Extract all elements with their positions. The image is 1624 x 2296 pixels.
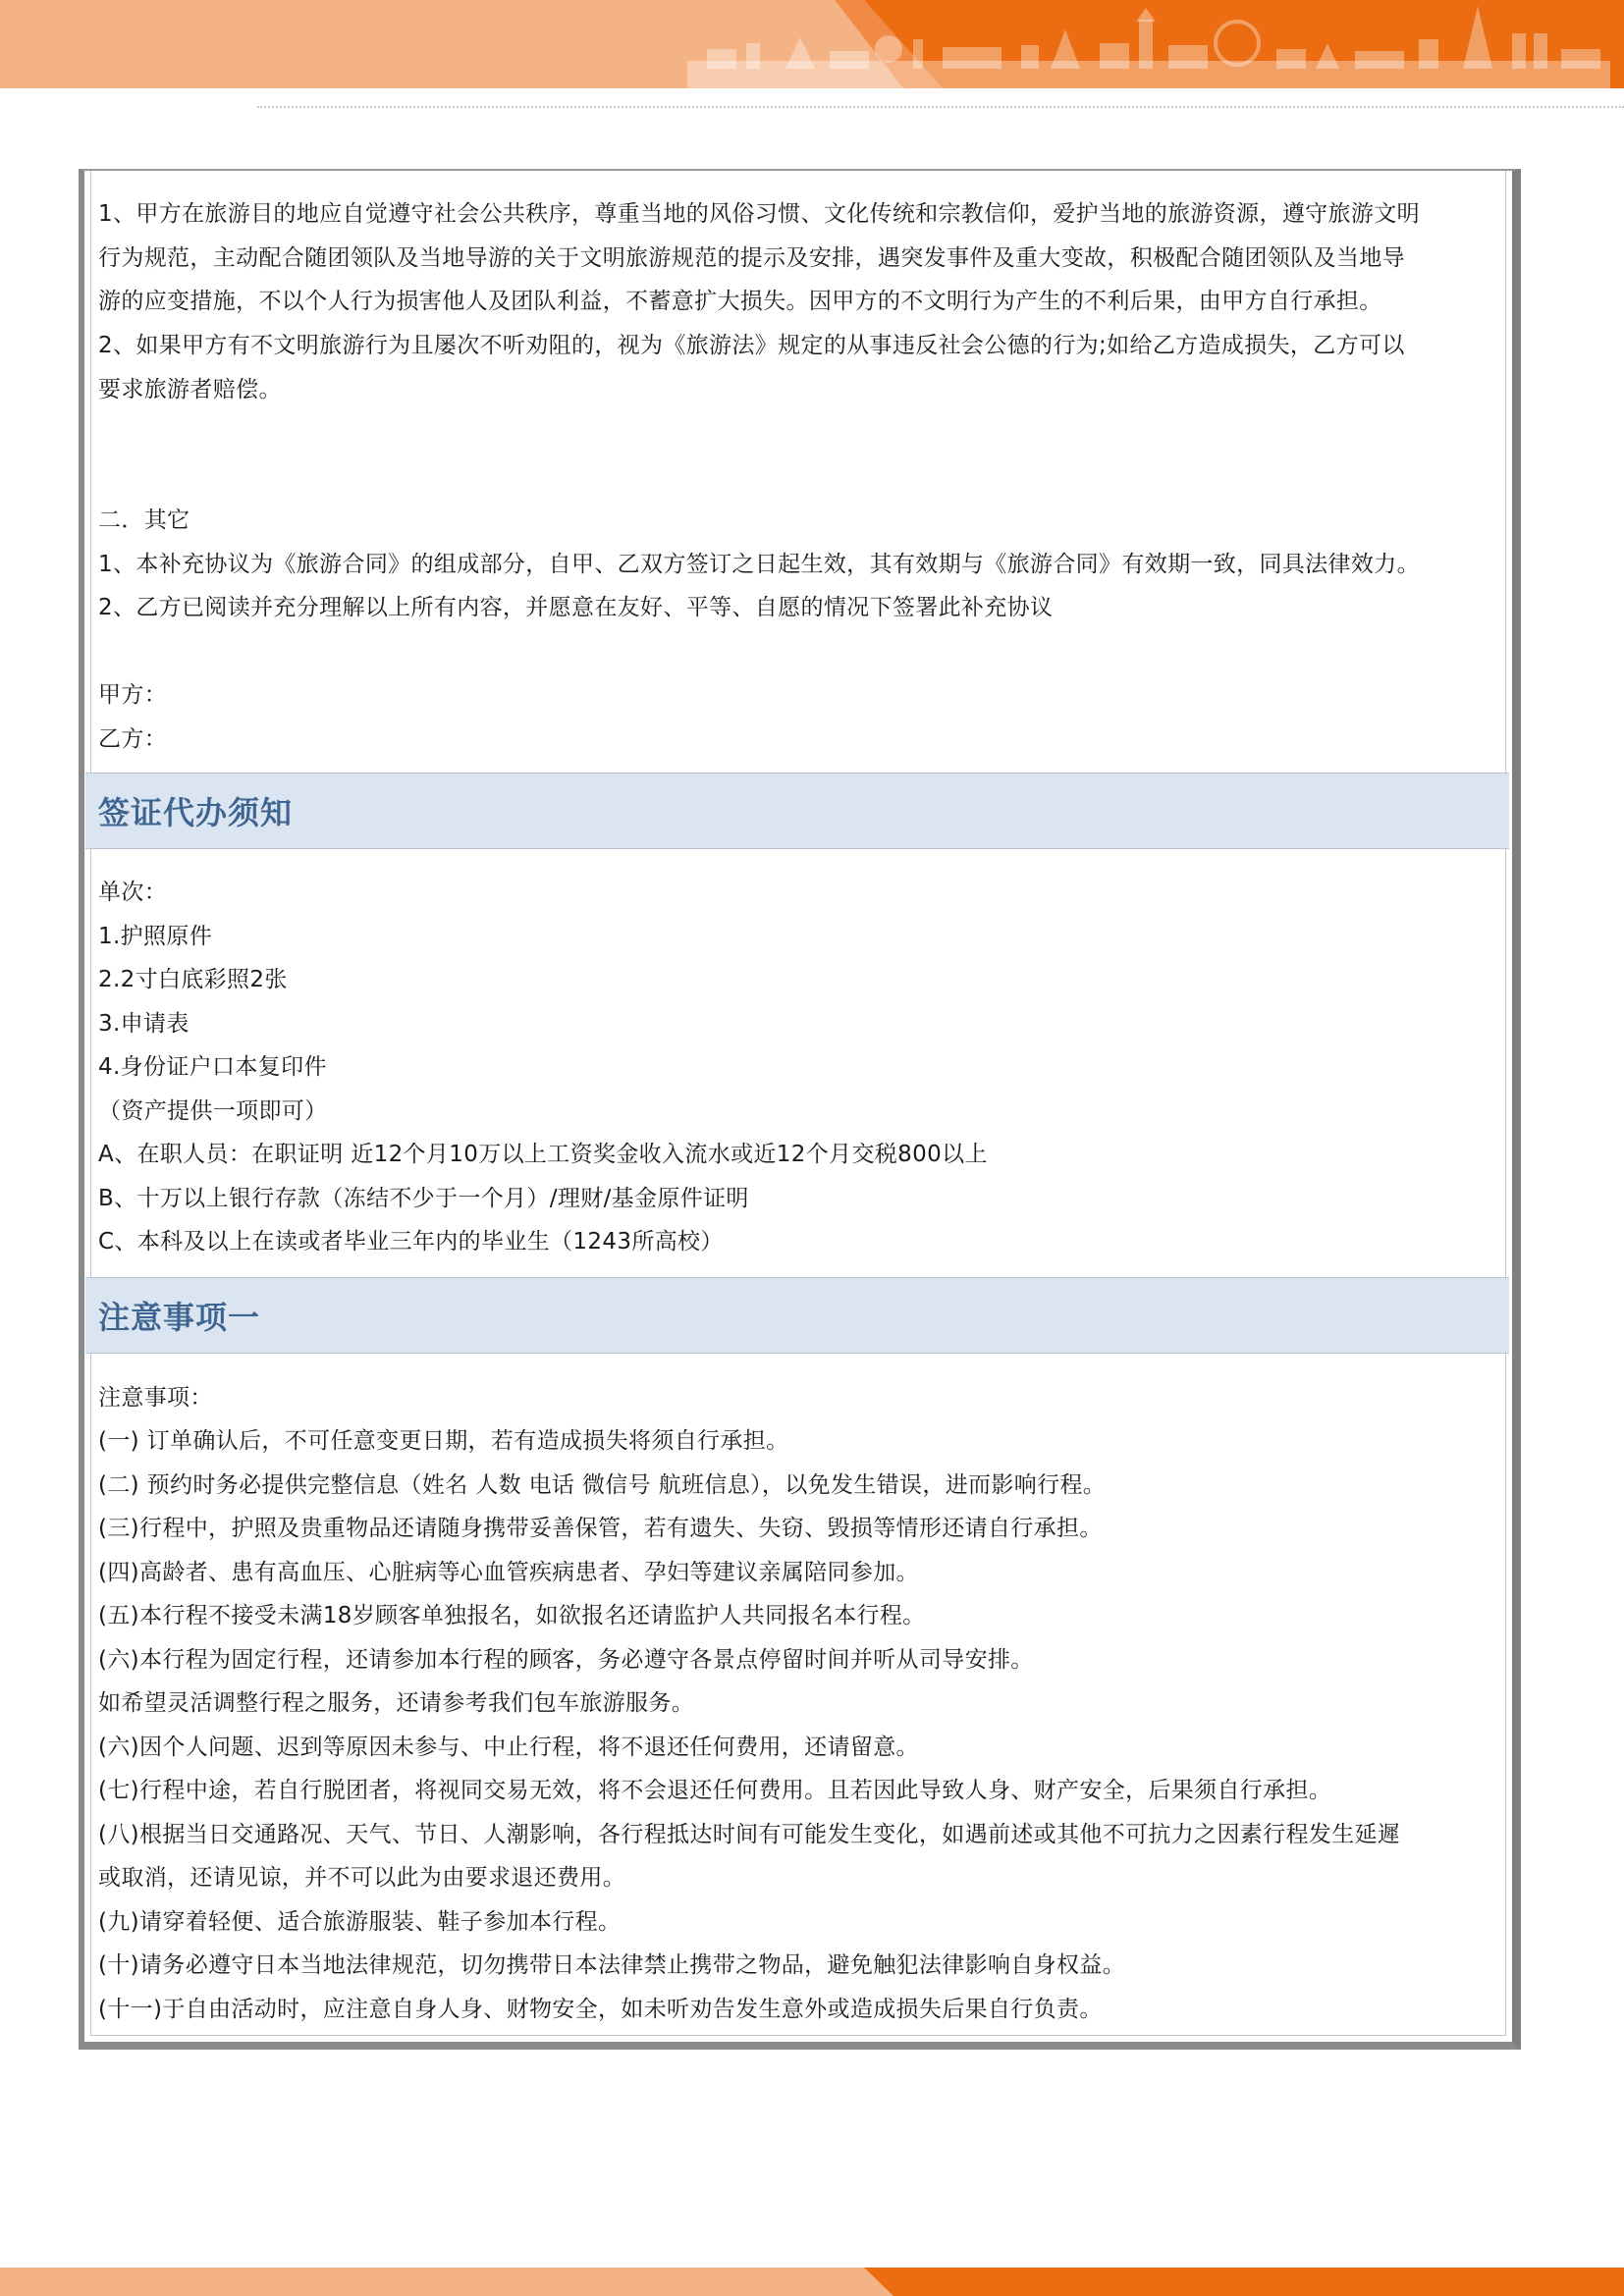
other-item-1: 1、本补充协议为《旅游合同》的组成部分，自甲、乙双方签订之日起生效，其有效期与《旅游合同》有效期一致，同具法律效力。 bbox=[98, 552, 1420, 577]
notice-line-10: (七)行程中途，若自行脱团者，将视同交易无效，将不会退还任何费用。且若因此导致人身、财产安全，后果须自行承担。 bbox=[98, 1778, 1332, 1803]
notice-line-4: (三)行程中，护照及贵重物品还请随身携带妥善保管，若有遗失、失窃、毁损等情形还请自行承担。 bbox=[98, 1516, 1103, 1541]
notice-line-1: 注意事项： bbox=[98, 1385, 213, 1411]
notice-line-6: (五)本行程不接受未满18岁顾客单独报名，如欲报名还请监护人共同报名本行程。 bbox=[98, 1603, 926, 1629]
visa-line-9: C、本科及以上在读或者毕业三年内的毕业生（1243所高校） bbox=[98, 1229, 724, 1255]
party-a-label: 甲方： bbox=[98, 682, 168, 708]
visa-line-7: A、在职人员：在职证明 近12个月10万以上工资奖金收入流水或近12个月交税800以上 bbox=[98, 1142, 988, 1167]
civility-p2-line-2: 要求旅游者赔偿。 bbox=[98, 377, 282, 402]
notice-section-title: 注意事项一 bbox=[98, 1299, 261, 1336]
visa-section-title: 签证代办须知 bbox=[98, 794, 294, 831]
notice-line-2: (一) 订单确认后，不可任意变更日期，若有造成损失将须自行承担。 bbox=[98, 1428, 789, 1454]
notice-line-13: (九)请穿着轻便、适合旅游服装、鞋子参加本行程。 bbox=[98, 1909, 622, 1935]
civility-p2-line-1: 2、如果甲方有不文明旅游行为且屡次不听劝阻的，视为《旅游法》规定的从事违反社会公德的行为;如给乙方造成损失，乙方可以 bbox=[98, 333, 1405, 358]
notice-line-9: (六)因个人问题、迟到等原因未参与、中止行程，将不退还任何费用，还请留意。 bbox=[98, 1735, 919, 1760]
notice-line-11: (八)根据当日交通路况、天气、节日、人潮影响，各行程抵达时间有可能发生变化，如遇前述或其他不可抗力之因素行程发生延遲 bbox=[98, 1822, 1401, 1847]
notice-line-5: (四)高龄者、患有高血压、心脏病等心血管疾病患者、孕妇等建议亲属陪同参加。 bbox=[98, 1560, 919, 1585]
footer-band bbox=[0, 2268, 1624, 2296]
other-item-2: 2、乙方已阅读并充分理解以上所有内容，并愿意在友好、平等、自愿的情况下签署此补充协议 bbox=[98, 595, 1054, 620]
notice-line-12: 或取消，还请见谅，并不可以此为由要求退还费用。 bbox=[98, 1865, 626, 1891]
visa-line-3: 2.2寸白底彩照2张 bbox=[98, 967, 288, 992]
notice-line-15: (十一)于自由活动时，应注意自身人身、财物安全，如未听劝告发生意外或造成损失后果自行负责。 bbox=[98, 1997, 1103, 2022]
civility-p1-line-2: 行为规范，主动配合随团领队及当地导游的关于文明旅游规范的提示及安排，遇突发事件及重大变故，积极配合随团领队及当地导 bbox=[98, 245, 1405, 271]
visa-line-2: 1.护照原件 bbox=[98, 924, 213, 949]
notice-line-14: (十)请务必遵守日本当地法律规范，切勿携带日本法律禁止携带之物品，避免触犯法律影响自身权益。 bbox=[98, 1952, 1126, 1978]
notice-section-bar bbox=[85, 1277, 1509, 1354]
notice-line-7: (六)本行程为固定行程，还请参加本行程的顾客，务必遵守各景点停留时间并听从司导安排。 bbox=[98, 1647, 1034, 1673]
header-band-graphic bbox=[0, 0, 1624, 88]
visa-line-4: 3.申请表 bbox=[98, 1011, 189, 1037]
visa-line-5: 4.身份证户口本复印件 bbox=[98, 1054, 327, 1080]
civility-p1-line-3: 游的应变措施，不以个人行为损害他人及团队利益，不蓄意扩大损失。因甲方的不文明行为产生的不利后果，由甲方自行承担。 bbox=[98, 289, 1382, 314]
footer-band-graphic bbox=[0, 2268, 1624, 2296]
notice-line-8: 如希望灵活调整行程之服务，还请参考我们包车旅游服务。 bbox=[98, 1690, 695, 1716]
visa-section-bar bbox=[85, 773, 1509, 849]
header-band bbox=[0, 0, 1624, 88]
visa-line-1: 单次： bbox=[98, 880, 168, 905]
header-dotted-rule bbox=[257, 106, 1624, 108]
civility-p1-line-1: 1、甲方在旅游目的地应自觉遵守社会公共秩序，尊重当地的风俗习惯、文化传统和宗教信仰，爱护当地的旅游资源，遵守旅游文明 bbox=[98, 201, 1420, 227]
other-heading: 二．其它 bbox=[98, 507, 190, 533]
visa-line-8: B、十万以上银行存款（冻结不少于一个月）/理财/基金原件证明 bbox=[98, 1186, 749, 1211]
visa-line-6: （资产提供一项即可） bbox=[98, 1098, 328, 1124]
notice-line-3: (二) 预约时务必提供完整信息（姓名 人数 电话 微信号 航班信息），以免发生错误，进而影响行程。 bbox=[98, 1472, 1107, 1498]
party-b-label: 乙方： bbox=[98, 726, 168, 752]
